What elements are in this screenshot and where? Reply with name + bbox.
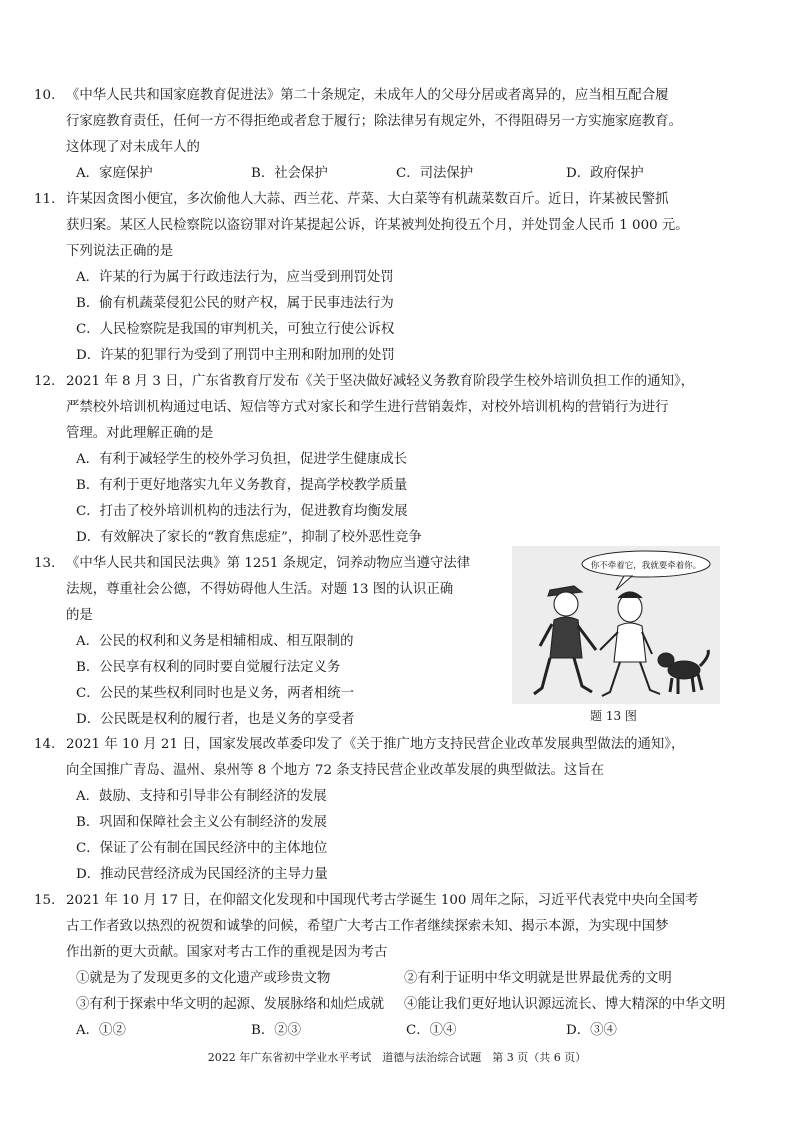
- statement-4: ④能让我们更好地认识源远流长、博大精深的中华文明: [404, 997, 726, 1012]
- question-text-line: 获归案。某区人民检察院以盗窃罪对许某提起公诉，许某被判处拘役五个月，并处罚金人民币 1 000 元。: [66, 218, 689, 233]
- question-text-line: 这体现了对未成年人的: [66, 140, 200, 155]
- cartoon-illustration: [512, 546, 720, 706]
- question-text-line: 2021 年 8 月 3 日，广东省教育厅发布《关于坚决做好减轻义务教育阶段学生校外培训负担工作的通知》，: [66, 374, 695, 389]
- option-b: B．②③: [251, 1023, 302, 1038]
- question-text-line: 作出新的更大贡献。国家对考古工作的重视是因为考古: [66, 945, 388, 960]
- question-number: 12.: [34, 374, 56, 389]
- option-a: A．鼓励、支持和引导非公有制经济的发展: [76, 789, 327, 804]
- option-a: A．公民的权利和义务是相辅相成、相互限制的: [76, 634, 354, 649]
- question-number: 13.: [34, 556, 56, 571]
- question-text-line: 严禁校外培训机构通过电话、短信等方式对家长和学生进行营销轰炸，对校外培训机构的营销行为进行: [66, 400, 669, 415]
- question-text-line: 2021 年 10 月 21 日，国家发展改革委印发了《关于推广地方支持民营企业改革发展典型做法的通知》，: [66, 737, 685, 752]
- question-number: 14.: [34, 737, 56, 752]
- option-c: C．打击了校外培训机构的违法行为，促进教育均衡发展: [76, 504, 408, 519]
- option-a: A．家庭保护: [76, 166, 153, 181]
- question-text-line: 2021 年 10 月 17 日，在仰韶文化发现和中国现代考古学诞生 100 周年之际，习近平代表党中央向全国考: [66, 893, 699, 908]
- question-text-line: 的是: [66, 608, 93, 623]
- question-text-line: 古工作者致以热烈的祝贺和诚挚的问候，希望广大考古工作者继续探索未知、揭示本源，为实现中国梦: [66, 919, 669, 934]
- question-text-line: 《中华人民共和国民法典》第 1251 条规定，饲养动物应当遵守法律: [66, 556, 471, 571]
- option-d: D．有效解决了家长的“教育焦虑症”，抑制了校外恶性竞争: [76, 530, 422, 545]
- question-text-line: 法规，尊重社会公德，不得妨碍他人生活。对题 13 图的认识正确: [66, 582, 454, 597]
- option-d: D．③④: [566, 1023, 617, 1038]
- question-number: 11.: [34, 192, 56, 207]
- question-text-line: 行家庭教育责任，任何一方不得拒绝或者怠于履行；除法律另有规定外，不得阻碍另一方实施家庭教育。: [66, 114, 682, 129]
- question-text-line: 管理。对此理解正确的是: [66, 426, 214, 441]
- option-c: C．人民检察院是我国的审判机关，可独立行使公诉权: [76, 322, 395, 337]
- option-a: A．有利于减轻学生的校外学习负担，促进学生健康成长: [76, 452, 408, 467]
- option-b: B．公民享有权利的同时要自觉履行法定义务: [76, 660, 341, 675]
- option-b: B．社会保护: [251, 166, 328, 181]
- option-d: D．公民既是权利的履行者，也是义务的享受者: [76, 712, 355, 727]
- statement-1: ①就是为了发现更多的文化遗产或珍贵文物: [76, 971, 331, 986]
- option-d: D．许某的犯罪行为受到了刑罚中主刑和附加刑的处罚: [76, 348, 395, 363]
- question-number: 15.: [34, 893, 56, 908]
- question-text-line: 许某因贪图小便宜，多次偷他人大蒜、西兰花、芹菜、大白菜等有机蔬菜数百斤。近日，许某被民警抓: [66, 192, 669, 207]
- speech-text: 你不牵着它，我就要牵着你。: [590, 561, 702, 571]
- statement-3: ③有利于探索中华文明的起源、发展脉络和灿烂成就: [76, 997, 384, 1012]
- option-d: D．推动民营经济成为民国经济的主导力量: [76, 867, 328, 882]
- option-a: A．许某的行为属于行政违法行为，应当受到刑罚处罚: [76, 270, 394, 285]
- question-text-line: 下列说法正确的是: [66, 244, 174, 259]
- option-b: B．偷有机蔬菜侵犯公民的财产权，属于民事违法行为: [76, 296, 394, 311]
- statement-2: ②有利于证明中华文明就是世界最优秀的文明: [404, 971, 672, 986]
- page-footer: 2022 年广东省初中学业水平考试 道德与法治综合试题 第 3 页（共 6 页）: [207, 1051, 587, 1064]
- question-text-line: 《中华人民共和国家庭教育促进法》第二十条规定，未成年人的父母分居或者离异的，应当相互配合履: [66, 88, 669, 103]
- option-c: C．保证了公有制在国民经济中的主体地位: [76, 841, 328, 856]
- question-text-line: 向全国推广青岛、温州、泉州等 8 个地方 72 条支持民营企业改革发展的典型做法。这旨在: [66, 763, 605, 778]
- option-c: C．司法保护: [396, 166, 474, 181]
- figure-caption: 题 13 图: [590, 709, 637, 723]
- option-d: D．政府保护: [566, 166, 644, 181]
- option-b: B．有利于更好地落实九年义务教育，提高学校教学质量: [76, 478, 408, 493]
- option-c: C．①④: [406, 1023, 457, 1038]
- option-c: C．公民的某些权利同时也是义务，两者相统一: [76, 686, 355, 701]
- option-b: B．巩固和保障社会主义公有制经济的发展: [76, 815, 327, 830]
- option-a: A．①②: [76, 1023, 126, 1038]
- cartoon-figure: [512, 546, 720, 726]
- question-number: 10.: [34, 88, 56, 103]
